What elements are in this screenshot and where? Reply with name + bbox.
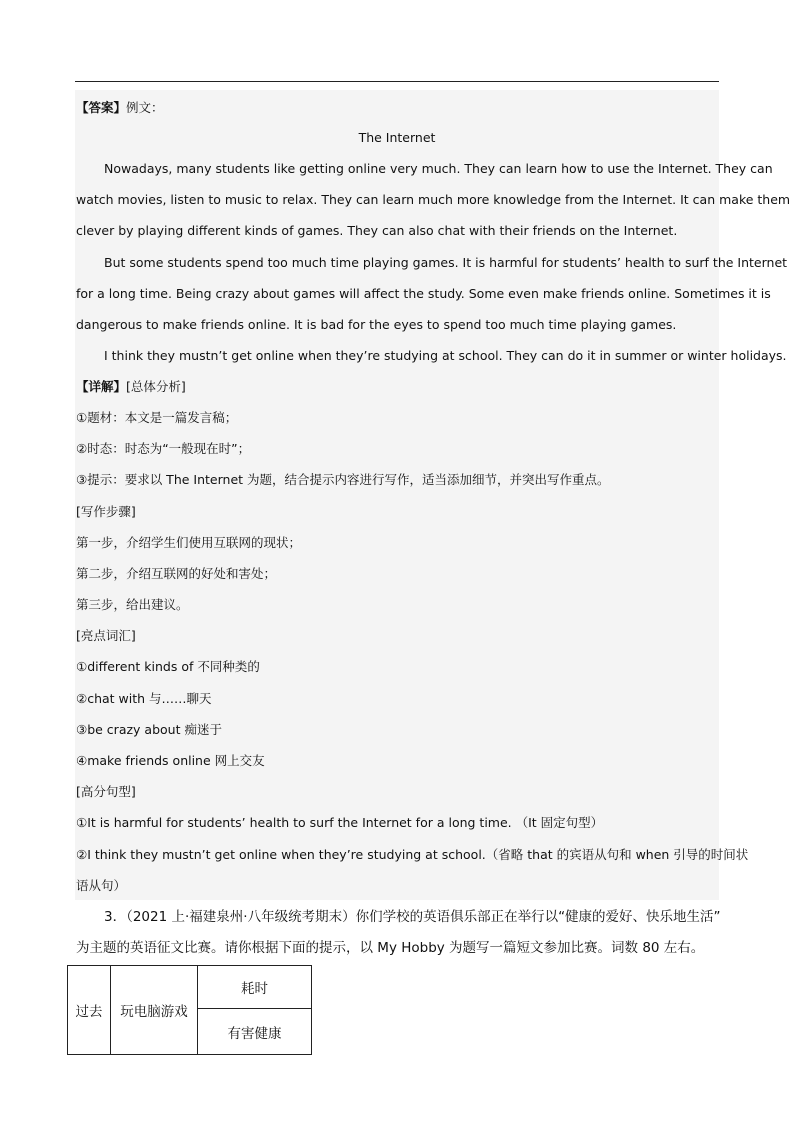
answer-block-background xyxy=(75,90,719,900)
detail-heading xyxy=(76,377,186,397)
essay-line: But some students spend too much time playing games. It is harmful for students’ health to surf the Internet xyxy=(104,255,788,270)
answer-label: 【答案】 xyxy=(76,100,127,115)
detail-label: 【详解】 xyxy=(76,379,127,394)
steps-heading: [写作步骤] xyxy=(76,504,136,519)
question-line: 为主题的英语征文比赛。请你根据下面的提示，以 My Hobby 为题写一篇短文参加比赛。词数 80 左右。 xyxy=(76,940,705,956)
step-item: 第三步，给出建议。 xyxy=(76,597,189,612)
answer-label-suffix: 例文： xyxy=(126,100,164,115)
vocab-item: ③be crazy about 痴迷于 xyxy=(76,722,222,737)
sentence-heading: [高分句型] xyxy=(76,784,136,799)
essay-line: dangerous to make friends online. It is bad for the eyes to spend too much time playing games. xyxy=(76,317,677,332)
essay-line: Nowadays, many students like getting online very much. They can learn how to use the Internet. They can xyxy=(104,161,773,176)
question-line: 3．（2021 上·福建泉州·八年级统考期末）你们学校的英语俱乐部正在举行以“健康的爱好、快乐地生活” xyxy=(104,909,721,925)
table-cell-period: 过去 xyxy=(68,966,111,1055)
hobby-table xyxy=(67,965,312,1055)
answer-heading xyxy=(76,98,164,118)
analysis-item: ①题材：本文是一篇发言稿； xyxy=(76,410,238,425)
essay-line: clever by playing different kinds of games. They can also chat with their friends on the Internet. xyxy=(76,223,678,238)
essay-line: for a long time. Being crazy about games will affect the study. Some even make friends online. Sometimes it is xyxy=(76,286,771,301)
essay-line: watch movies, listen to music to relax. They can learn much more knowledge from the Internet. It can make them xyxy=(76,192,791,207)
sentence-item: ①It is harmful for students’ health to surf the Internet for a long time. （It 固定句型） xyxy=(76,815,604,830)
vocab-item: ①different kinds of 不同种类的 xyxy=(76,659,260,674)
table-cell-point: 有害健康 xyxy=(198,1009,312,1055)
analysis-item: ②时态：时态为“一般现在时”； xyxy=(76,441,251,456)
step-item: 第二步，介绍互联网的好处和害处； xyxy=(76,566,277,581)
detail-label-suffix: [总体分析] xyxy=(126,379,186,394)
analysis-item: ③提示：要求以 The Internet 为题，结合提示内容进行写作，适当添加细节，并突出写作重点。 xyxy=(76,472,610,487)
vocab-item: ④make friends online 网上交友 xyxy=(76,753,265,768)
vocab-heading: [亮点词汇] xyxy=(76,628,136,643)
sentence-item: ②I think they mustn’t get online when they’re studying at school.（省略 that 的宾语从句和 when 引导的时间状 xyxy=(76,847,749,862)
essay-title: The Internet xyxy=(358,130,436,145)
vocab-item: ②chat with 与……聊天 xyxy=(76,691,212,706)
table-cell-point: 耗时 xyxy=(198,966,312,1009)
step-item: 第一步，介绍学生们使用互联网的现状； xyxy=(76,535,302,550)
sentence-item-continued: 语从句） xyxy=(76,878,127,893)
table-cell-activity: 玩电脑游戏 xyxy=(111,966,198,1055)
header-rule xyxy=(75,81,719,82)
essay-line: I think they mustn’t get online when they’re studying at school. They can do it in summer or winter holidays. xyxy=(104,348,787,363)
